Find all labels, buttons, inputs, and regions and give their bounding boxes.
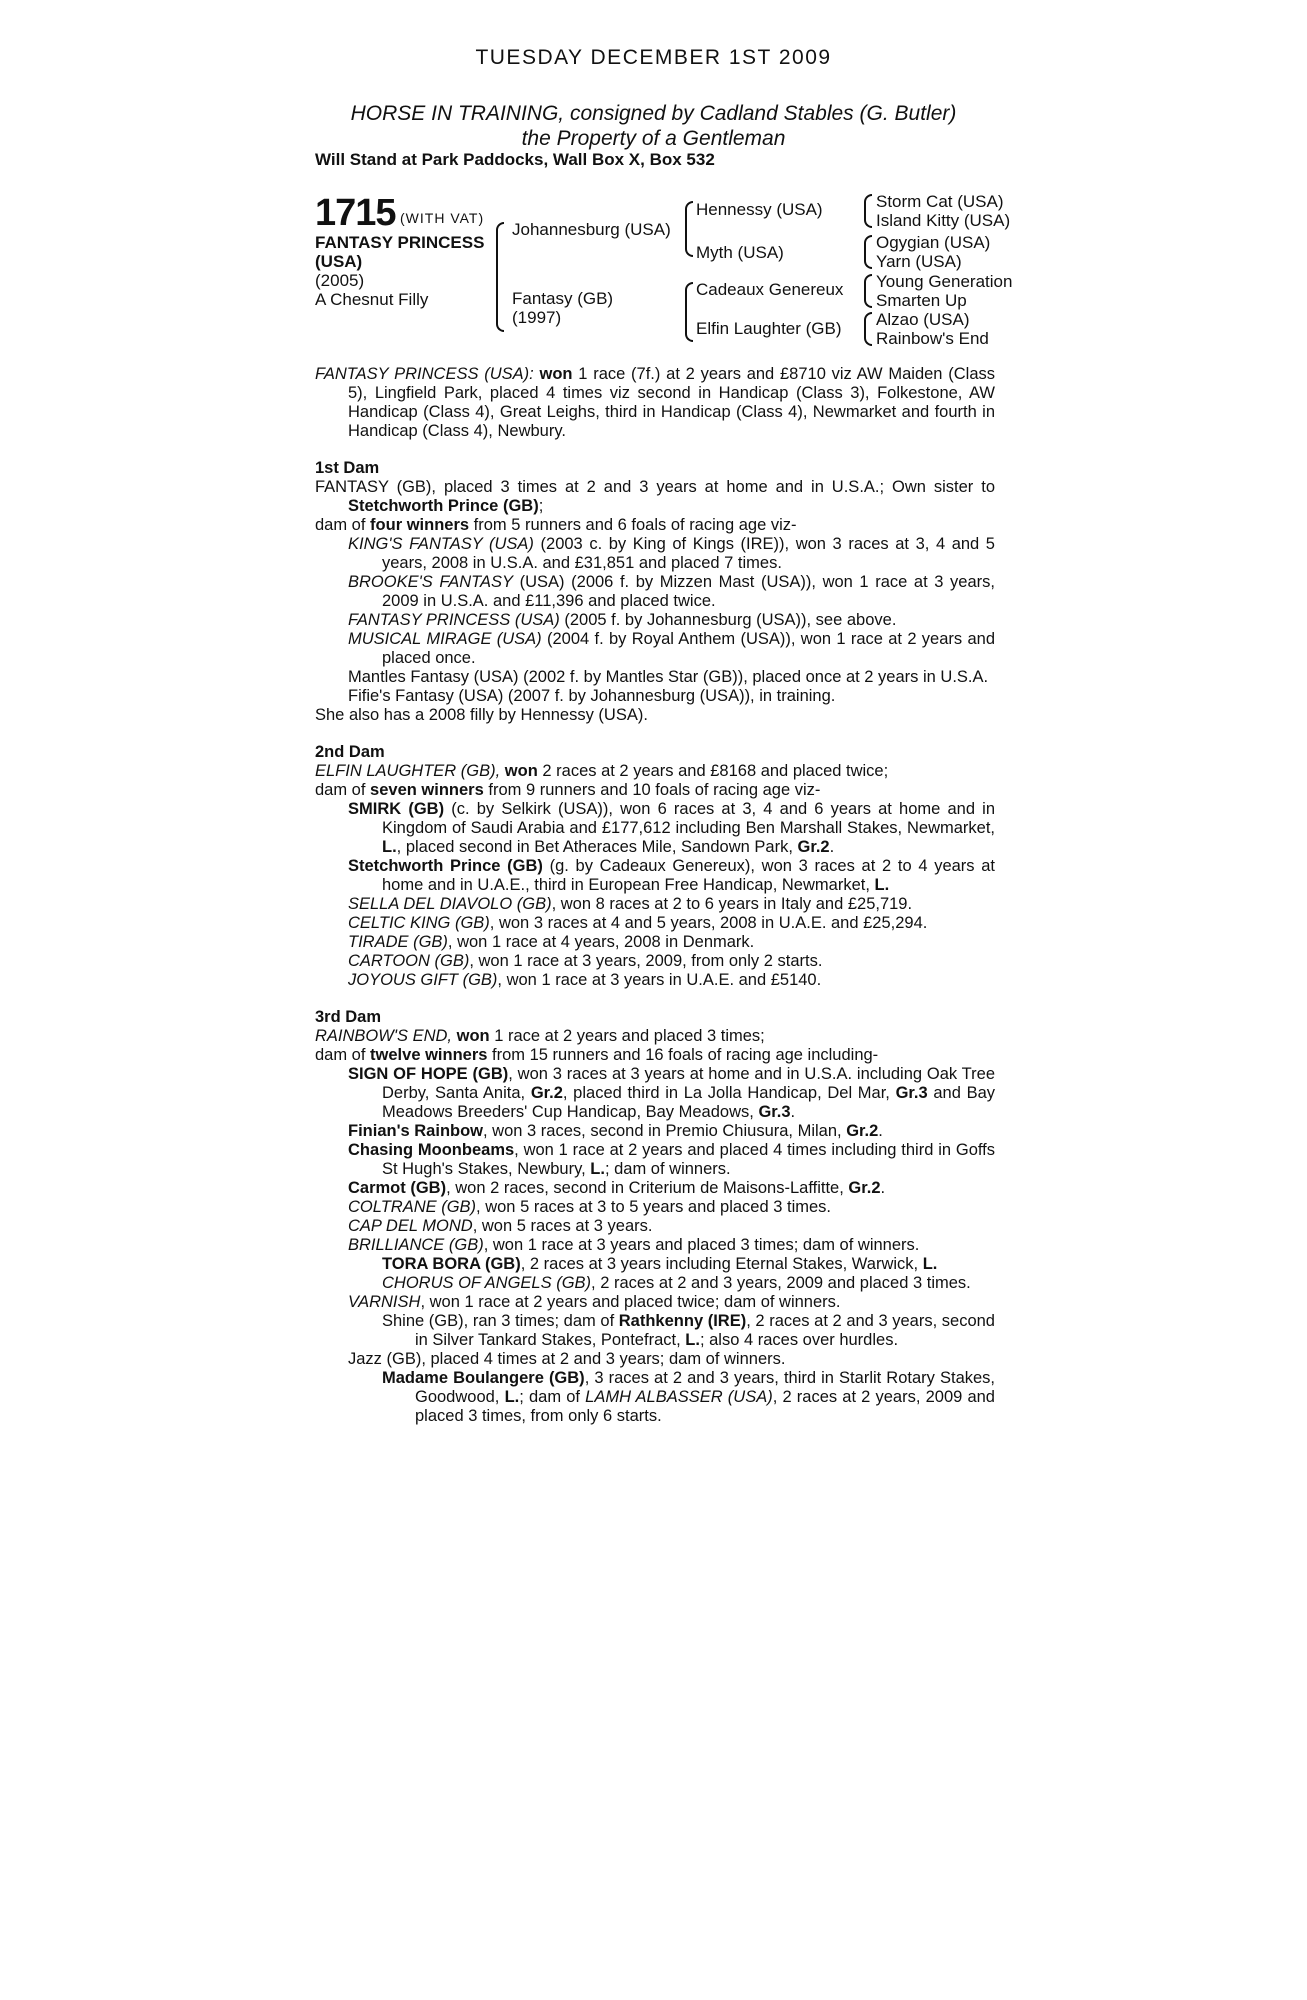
foal-name: SIGN OF HOPE (GB): [348, 1065, 509, 1083]
pedigree-sds: Ogygian (USA): [876, 233, 991, 252]
won-label: won: [456, 1027, 490, 1045]
pedigree-brace-main: [496, 222, 504, 332]
foal-name: KING'S FANTASY (USA): [348, 535, 534, 553]
grandfoal-entry: [315, 1274, 995, 1293]
punct: .: [829, 838, 835, 856]
third-dam-heading: 3rd Dam: [315, 1008, 382, 1026]
foal-text: ; dam of winners.: [604, 1160, 731, 1178]
pedigree-sdd: Yarn (USA): [876, 252, 962, 271]
foal-text: , won 1 race at 4 years, 2008 in Denmark.: [447, 933, 755, 951]
foal-entry: [315, 573, 995, 611]
foal-entry: [315, 1217, 995, 1236]
foal-name: TORA BORA (GB): [382, 1255, 521, 1273]
also-has: She also has a 2008 filly by Hennessy (USA).: [315, 706, 648, 724]
dam-of-text: dam of: [315, 1046, 366, 1064]
foal-text: , won 5 races at 3 years.: [472, 1217, 653, 1235]
second-dam-heading: 2nd Dam: [315, 743, 385, 761]
foal-entry: [315, 1198, 995, 1217]
foal-text: , 2 races at 2 and 3 years, 2009 and placed 3 times.: [591, 1274, 971, 1292]
foal-text: , won 1 race at 2 years and placed 4 times including third in Goffs St Hugh's Stakes, Newbury,: [382, 1141, 995, 1178]
summary-horse-name: FANTASY PRINCESS (USA): [315, 365, 530, 383]
foal-text: and Bay Meadows Breeders' Cup Handicap, Bay Meadows,: [382, 1084, 996, 1121]
foal-text: , 2 races at 2 and 3 years, second in Silver Tankard Stakes, Pontefract,: [415, 1312, 995, 1349]
group-mark: Gr.2: [797, 838, 830, 856]
first-dam-heading: 1st Dam: [315, 459, 380, 477]
foal-name: JOYOUS GIFT (GB): [348, 971, 498, 989]
second-dam-produce: [315, 781, 995, 800]
pedigree-sire-dam: Myth (USA): [696, 243, 784, 262]
group-mark: Gr.2: [848, 1179, 881, 1197]
foal-name: Madame Boulangere (GB): [382, 1369, 585, 1387]
foal-text: Shine (GB), ran 3 times; dam of: [382, 1312, 615, 1330]
horse-summary: FANTASY PRINCESS (USA): won 1 race (7f.) at 2 years and £8710 viz AW Maiden (Class 5), Lingfield Park, placed 4 times viz second in Handicap (Class 3), Folkestone, AW Handicap (Class 4), Great Leighs, third in Handicap (Class 4), Newmarket and fourth in Handicap (Class 4), Newbury.: [315, 365, 995, 440]
sale-date: TUESDAY DECEMBER 1ST 2009: [475, 46, 832, 69]
listed-mark: L.: [874, 876, 890, 894]
first-dam-produce: [315, 516, 995, 535]
pedigree-dam: Fantasy (GB): [512, 289, 614, 308]
pedigree-sss: Storm Cat (USA): [876, 192, 1004, 211]
foal-name: Rathkenny (IRE): [618, 1312, 747, 1330]
horse-name: FANTASY PRINCESS (USA): [315, 233, 485, 271]
horse-description: A Chesnut Filly: [315, 290, 429, 309]
foal-text: , won 8 races at 2 to 6 years in Italy and £25,719.: [551, 895, 913, 913]
pedigree-dam-sire: Cadeaux Genereux: [696, 280, 844, 299]
foal-name: Chasing Moonbeams: [348, 1141, 515, 1159]
foal-name: BRILLIANCE (GB): [348, 1236, 484, 1254]
foal-name: VARNISH: [348, 1293, 421, 1311]
pedigree-dss: Young Generation: [876, 272, 1013, 291]
foal-entry: [315, 800, 995, 857]
produce-text: from 5 runners and 6 foals of racing age viz-: [473, 516, 797, 534]
listed-mark: L.: [685, 1331, 700, 1349]
pedigree-brace-sd: [864, 235, 872, 269]
foal-name: MUSICAL MIRAGE (USA): [348, 630, 542, 648]
dam-name: RAINBOW'S END: [315, 1027, 448, 1045]
winners-count: seven winners: [370, 781, 484, 799]
listed-mark: L.: [922, 1255, 938, 1273]
first-dam-text: FANTASY (GB), placed 3 times at 2 and 3 years at home and in U.S.A.; Own sister to: [315, 478, 995, 496]
race-record: [315, 365, 995, 1426]
pedigree-sire: Johannesburg (USA): [512, 220, 671, 239]
listed-mark: L.: [504, 1388, 520, 1406]
third-dam-line: RAINBOW'S END, won 1 race at 2 years and placed 3 times;: [315, 1027, 765, 1045]
pedigree-ddd: Rainbow's End: [876, 329, 989, 348]
foal-name: Finian's Rainbow: [348, 1122, 484, 1140]
foal-entry: [315, 857, 995, 895]
foal-entry: [315, 933, 995, 952]
foal-entry: [315, 1065, 995, 1122]
foal-text: , placed third in La Jolla Handicap, Del Mar,: [562, 1084, 890, 1102]
lot-number: 1715: [315, 192, 396, 234]
pedigree-brace-dd: [864, 312, 872, 346]
listed-mark: L.: [382, 838, 397, 856]
pedigree-sire-sire: Hennessy (USA): [696, 200, 823, 219]
grandfoal-entry: [315, 1369, 995, 1426]
foal-text: (c. by Selkirk (USA)), won 6 races at 3, 4 and 6 years at home and in Kingdom of Saudi Arabia and £177,612 including Ben Marshall Stakes, Newmarket,: [382, 800, 996, 837]
foal-name: LAMH ALBASSER (USA): [585, 1388, 773, 1406]
property-line: the Property of a Gentleman: [521, 127, 786, 150]
produce-text: from 15 runners and 16 foals of racing age including-: [492, 1046, 879, 1064]
pedigree-brace-ss: [864, 194, 872, 228]
foal-entry: [315, 895, 995, 914]
first-dam-line: [315, 478, 995, 516]
foal-text: ; dam of: [519, 1388, 580, 1406]
foal-text: (g. by Cadeaux Genereux), won 3 races at 2 to 4 years at home and in U.A.E., third in European Free Handicap, Newmarket,: [382, 857, 995, 894]
foal-name: CHORUS OF ANGELS (GB): [382, 1274, 592, 1292]
foal-year: (2005): [315, 271, 365, 290]
foal-name: Carmot (GB): [348, 1179, 447, 1197]
foal-text: , won 3 races at 3 years at home and in U.S.A. including Oak Tree Derby, Santa Anita,: [382, 1065, 995, 1102]
foal-entry: [315, 1179, 995, 1198]
foal-name: FANTASY PRINCESS (USA): [348, 611, 560, 629]
foal-entry: [315, 630, 995, 668]
own-sister-name: Stetchworth Prince (GB): [348, 497, 539, 515]
pedigree-brace-sire: [685, 201, 693, 257]
punct: ;: [538, 497, 544, 515]
foal-entry: [315, 611, 995, 630]
punct: .: [878, 1122, 883, 1140]
foal-entry: Jazz (GB), placed 4 times at 2 and 3 years; dam of winners.: [348, 1350, 786, 1368]
foal-text: (USA) (2006 f. by Mizzen Mast (USA)), won 1 race at 3 years, 2009 in U.S.A. and £11,396 and placed twice.: [382, 573, 995, 610]
punct: .: [880, 1179, 886, 1197]
punct: .: [790, 1103, 796, 1121]
foal-entry: [315, 952, 995, 971]
foal-text: , won 1 race at 3 years, 2009, from only 2 starts.: [469, 952, 823, 970]
foal-name: CARTOON (GB): [348, 952, 470, 970]
consignor-line: HORSE IN TRAINING, consigned by Cadland Stables (G. Butler): [350, 102, 957, 125]
group-mark: Gr.3: [758, 1103, 791, 1121]
foal-text: , 2 races at 3 years including Eternal Stakes, Warwick,: [520, 1255, 919, 1273]
foal-name: TIRADE (GB): [348, 933, 448, 951]
foal-name: BROOKE'S FANTASY: [348, 573, 514, 591]
third-dam-produce: [315, 1046, 995, 1065]
won-label: won: [504, 762, 538, 780]
foal-text: , won 3 races at 4 and 5 years, 2008 in U.A.E. and £25,294.: [489, 914, 928, 932]
summary-text: 1 race (7f.) at 2 years and £8710 viz AW Maiden (Class 5), Lingfield Park, placed 4 times viz second in Handicap (Class 3), Folkestone, AW Handicap (Class 4), Great Leighs, third in Handicap (Class 4), Newmarket and fourth in Handicap (Class 4), Newbury.: [348, 365, 995, 440]
pedigree-dam-year: (1997): [512, 308, 562, 327]
foal-entry: [315, 535, 995, 573]
group-mark: Gr.2: [846, 1122, 879, 1140]
foal-entry: [315, 1141, 995, 1179]
foal-text: , won 5 races at 3 to 5 years and placed 3 times.: [476, 1198, 831, 1216]
group-mark: Gr.3: [895, 1084, 928, 1102]
group-mark: Gr.2: [530, 1084, 563, 1102]
pedigree-dds: Alzao (USA): [876, 310, 970, 329]
produce-text: from 9 runners and 10 foals of racing age viz-: [488, 781, 821, 799]
foal-entry: [315, 1293, 995, 1312]
foal-entry: [315, 1122, 995, 1141]
listed-mark: L.: [590, 1160, 605, 1178]
grandfoal-entry: [315, 1255, 995, 1274]
dam-of-text: dam of: [315, 516, 366, 534]
dam-of-text: dam of: [315, 781, 366, 799]
foal-entry: [315, 1236, 995, 1255]
winners-count: four winners: [370, 516, 470, 534]
foal-name: CELTIC KING (GB): [348, 914, 490, 932]
foal-text: , won 1 race at 2 years and placed twice; dam of winners.: [420, 1293, 841, 1311]
won-label: won: [539, 365, 573, 383]
pedigree-brace-ds: [864, 274, 872, 308]
pedigree-ssd: Island Kitty (USA): [876, 211, 1011, 230]
foal-text: , 2 races at 2 years, 2009 and placed 3 times, from only 6 starts.: [415, 1388, 995, 1425]
foal-text: (2004 f. by Royal Anthem (USA)), won 1 race at 2 years and placed once.: [382, 630, 995, 667]
winners-count: twelve winners: [370, 1046, 488, 1064]
dam-text: 2 races at 2 years and £8168 and placed twice;: [542, 762, 889, 780]
second-dam-line: ELFIN LAUGHTER (GB), won 2 races at 2 years and £8168 and placed twice;: [315, 762, 889, 780]
foal-entry: Mantles Fantasy (USA) (2002 f. by Mantles Star (GB)), placed once at 2 years in U.S.A.: [348, 668, 989, 686]
foal-name: SMIRK (GB): [348, 800, 445, 818]
foal-name: COLTRANE (GB): [348, 1198, 477, 1216]
foal-text: , won 2 races, second in Criterium de Maisons-Laffitte,: [446, 1179, 844, 1197]
foal-name: SELLA DEL DIAVOLO (GB): [348, 895, 552, 913]
foal-text: (2003 c. by King of Kings (IRE)), won 3 races at 3, 4 and 5 years, 2008 in U.S.A. and £31,851 and placed 7 times.: [382, 535, 995, 572]
foal-text: , won 3 races, second in Premio Chiusura, Milan,: [483, 1122, 842, 1140]
foal-text: , 3 races at 2 and 3 years, third in Starlit Rotary Stakes, Goodwood,: [415, 1369, 996, 1406]
foal-text: (2005 f. by Johannesburg (USA)), see above.: [564, 611, 897, 629]
foal-name: Stetchworth Prince (GB): [348, 857, 543, 875]
foal-entry: [315, 971, 995, 990]
foal-text: , placed second in Bet Atheraces Mile, Sandown Park,: [396, 838, 793, 856]
pedigree-dam-dam: Elfin Laughter (GB): [696, 319, 842, 338]
vat-note: (WITH VAT): [400, 210, 485, 226]
dam-name: ELFIN LAUGHTER (GB): [315, 762, 496, 780]
horse-details: [315, 271, 428, 309]
foal-text: ; also 4 races over hurdles.: [699, 1331, 899, 1349]
pedigree-brace-dam: [685, 282, 693, 342]
foal-name: CAP DEL MOND: [348, 1217, 473, 1235]
grandfoal-entry: [315, 1312, 995, 1350]
foal-text: , won 1 race at 3 years in U.A.E. and £5140.: [497, 971, 822, 989]
dam-text: 1 race at 2 years and placed 3 times;: [494, 1027, 765, 1045]
pedigree-dsd: Smarten Up: [876, 291, 967, 310]
foal-entry: Fifie's Fantasy (USA) (2007 f. by Johannesburg (USA)), in training.: [348, 687, 836, 705]
foal-entry: [315, 914, 995, 933]
stand-location: Will Stand at Park Paddocks, Wall Box X, Box 532: [315, 150, 715, 169]
foal-text: , won 1 race at 3 years and placed 3 times; dam of winners.: [483, 1236, 920, 1254]
